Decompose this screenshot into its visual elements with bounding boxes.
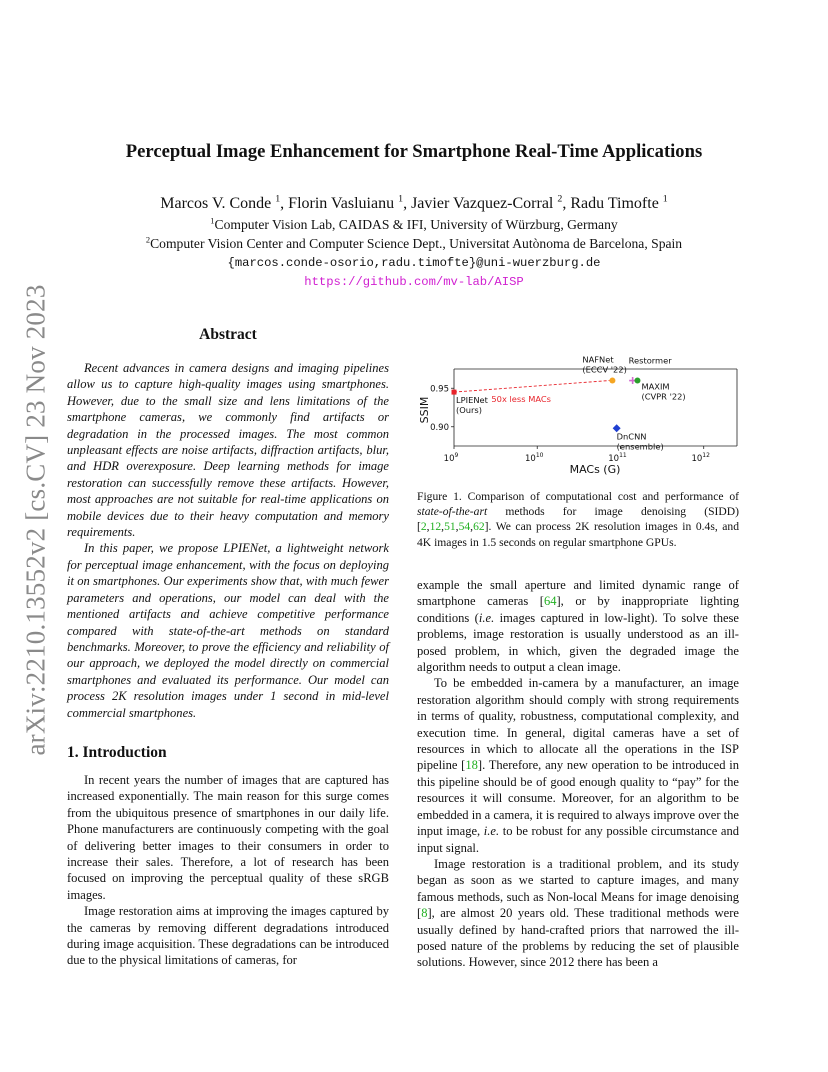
citation-link[interactable]: 64 <box>543 594 557 609</box>
trend-dashed-line <box>454 381 609 393</box>
x-tick-group <box>444 446 710 464</box>
caption-text: Figure 1. Comparison of computational cost and performance of <box>417 490 739 503</box>
x-tick-label: $10^9$ <box>443 452 459 464</box>
body-paragraph <box>417 856 739 971</box>
citation-link[interactable]: 62 <box>473 520 485 534</box>
arxiv-stamp <box>18 280 54 760</box>
point-label-restormer: Restormer <box>628 355 672 366</box>
author-affiliation-mark: 1 <box>662 193 668 205</box>
point-label-nafnet: (ECCV '22) <box>582 364 627 375</box>
citation-separator: , <box>470 520 474 534</box>
author-name: Radu Timofte <box>570 195 659 212</box>
text-run: ]. Therefore, any new operation to be introduced in this pipeline should be of good enough quality to “pay” for the resources it will consume. Moreover, for an algorithm to be embedded in a camera, it is required to always improve over the input image, <box>417 758 739 839</box>
data-point-maxim <box>634 378 640 384</box>
arxiv-id: arXiv:2210.13552v2 [cs.CV] 23 Nov 2023 <box>20 284 51 756</box>
caption-text: ]. We can process 2K resolution images in 0.4s, and 4K images in 1.5 seconds on regular smartphone GPUs. <box>417 520 739 549</box>
body-paragraph <box>417 577 739 675</box>
text-run: to be robust for any possible circumstance and input signal. <box>417 824 740 855</box>
y-tick-label: 0.95 <box>430 384 449 395</box>
x-tick-label: $10^{11}$ <box>608 452 627 464</box>
author-affiliation-mark: 2 <box>557 193 563 205</box>
point-label-nafnet: NAFNet <box>582 354 614 365</box>
y-tick-label: 0.90 <box>430 422 449 433</box>
github-link[interactable]: https://github.com/mv-lab/AISP <box>304 275 524 289</box>
body-paragraph: Image restoration aims at improving the images captured by the cameras by removing different degradations introduced during image acquisition. These degradations can be introduced due to the physical limitations of cameras, for <box>67 904 389 968</box>
figure-1-caption <box>417 489 739 550</box>
affiliation-2 <box>0 236 828 252</box>
chart-axes <box>454 369 737 446</box>
author-affiliation-mark: 1 <box>398 193 404 205</box>
text-run: ], or by inappropriate lighting conditions ( <box>417 594 739 625</box>
affiliation-number: 2 <box>145 234 151 245</box>
y-tick-group <box>430 384 454 433</box>
author-affiliation-mark: 1 <box>275 193 281 205</box>
citation-separator: , <box>455 520 459 534</box>
abstract-paragraph: Recent advances in camera designs and imaging pipelines allow us to capture high-quality images using smartphones. However, due to the small size and lens limitations of the smartphone cameras, we commonly find artifacts or degradation in the processed images. The most common unpleasant effects are noise artifacts, diffraction artifacts, blur, and HDR overexposure. Deep learning methods for image restoration can successfully remove these artifacts. However, most approaches are not suitable for real-time applications on mobile devices due to their heavy computation and memory requirements. <box>67 361 389 540</box>
x-tick-label: $10^{10}$ <box>525 452 544 464</box>
text-emphasis: i.e. <box>478 610 495 625</box>
text-emphasis: i.e. <box>483 824 500 839</box>
caption-text: methods for image denoising (SIDD) [ <box>417 505 739 534</box>
annotation-50x-less-macs: 50x less MACs <box>491 394 552 405</box>
affiliation-text: Computer Vision Center and Computer Science Dept., Universitat Autònoma de Barcelona, Spain <box>150 236 683 251</box>
caption-emphasis: state-of-the-art <box>417 505 488 519</box>
affiliation-text: Computer Vision Lab, CAIDAS & IFI, University of Würzburg, Germany <box>214 217 618 232</box>
author-name: Javier Vazquez-Corral <box>411 195 554 212</box>
author-name: Marcos V. Conde <box>160 195 272 212</box>
data-point-lpienet <box>452 390 457 395</box>
body-paragraph: In recent years the number of images that are captured has increased exponentially. The main reason for this surge comes from the ubiquitous presence of smartphones in our daily life. Phone manufacturers are continuously competing with the goal of delivering better images to their consumers in order to increase their sales. Therefore, a lot of research has been focused on improving the perceptual quality of these sRGB images. <box>67 773 389 902</box>
paper-title: Perceptual Image Enhancement for Smartphone Real-Time Applications <box>125 141 703 162</box>
point-label-maxim: MAXIM <box>641 381 670 392</box>
text-run: images captured in low-light). To solve these problems, image restoration is usually understood as an ill-posed problem, in which, given the degraded image the algorithm needs to output a clean image. <box>417 610 739 675</box>
affiliation-1 <box>0 217 828 233</box>
affiliation-number: 1 <box>210 215 215 226</box>
author-name: Florin Vasluianu <box>288 195 395 212</box>
citation-link[interactable]: 18 <box>465 758 478 773</box>
point-label-dncnn: DnCNN <box>616 431 647 442</box>
author-separator: , <box>562 195 571 212</box>
introduction-body <box>67 772 389 969</box>
citation-link[interactable]: 8 <box>421 906 428 921</box>
citation-separator: , <box>441 520 445 534</box>
abstract-paragraph: In this paper, we propose LPIENet, a lightweight network for perceptual image enhancement, with the focus on deploying it on smartphones. Our experiments show that, with much fewer parameters and operations, our model can deal with the mentioned artifacts and achieve competitive performance compared with state-of-the-art methods on standard benchmarks. Moreover, to prove the efficiency and reliability of our approach, we deployed the model directly on commercial smartphones and evaluated its performance. Our model can process 2K resolution images under 1 second in mid-level commercial smartphones. <box>67 541 389 720</box>
x-axis-label: MACs (G) <box>569 463 621 476</box>
citation-link[interactable]: 54 <box>458 520 471 534</box>
text-run: Image restoration is a traditional problem, and its study began as soon as we started to capture images, and many famous methods, such as Non-local Means for image denoising [ <box>417 856 739 921</box>
author-list <box>0 195 828 213</box>
citation-link[interactable]: 12 <box>429 520 442 534</box>
abstract-heading: Abstract <box>199 326 257 343</box>
author-separator: , <box>280 195 289 212</box>
author-emails: {marcos.conde-osorio,radu.timofte}@uni-wuerzburg.de <box>227 256 601 270</box>
point-label-lpienet: LPIENet <box>456 395 488 406</box>
abstract-body <box>67 360 389 721</box>
citation-separator: , <box>426 520 430 534</box>
author-separator: , <box>403 195 412 212</box>
body-paragraph <box>417 675 739 855</box>
section-heading-introduction: 1. Introduction <box>67 744 167 761</box>
point-label-lpienet: (Ours) <box>456 405 482 416</box>
y-axis-label: SSIM <box>418 396 431 424</box>
text-run: example the small aperture and limited dynamic range of smartphone cameras [ <box>417 578 739 609</box>
figure-1-chart <box>414 338 744 480</box>
x-tick-label: $10^{12}$ <box>691 452 710 464</box>
text-run: To be embedded in-camera by a manufacturer, an image restoration algorithm should comply with strong requirements in terms of quality, robustness, computational complexity, and execution time. In general, digital cameras have a set of resources in which to allocate all the operations in the ISP pipeline [ <box>417 676 739 773</box>
point-label-dncnn: (ensemble) <box>616 441 664 452</box>
point-label-maxim: (CVPR '22) <box>641 391 686 402</box>
data-point-nafnet <box>609 378 615 384</box>
right-column-body <box>417 577 739 971</box>
citation-link[interactable]: 51 <box>444 520 456 534</box>
text-run: ], are almost 20 years old. These traditional methods were usually defined by hand-crafted priors that narrowed the ill-posed nature of the problems by reducing the set of plausible solutions. However, since 2012 there has been a <box>417 906 739 970</box>
citation-link[interactable]: 2 <box>420 520 427 534</box>
